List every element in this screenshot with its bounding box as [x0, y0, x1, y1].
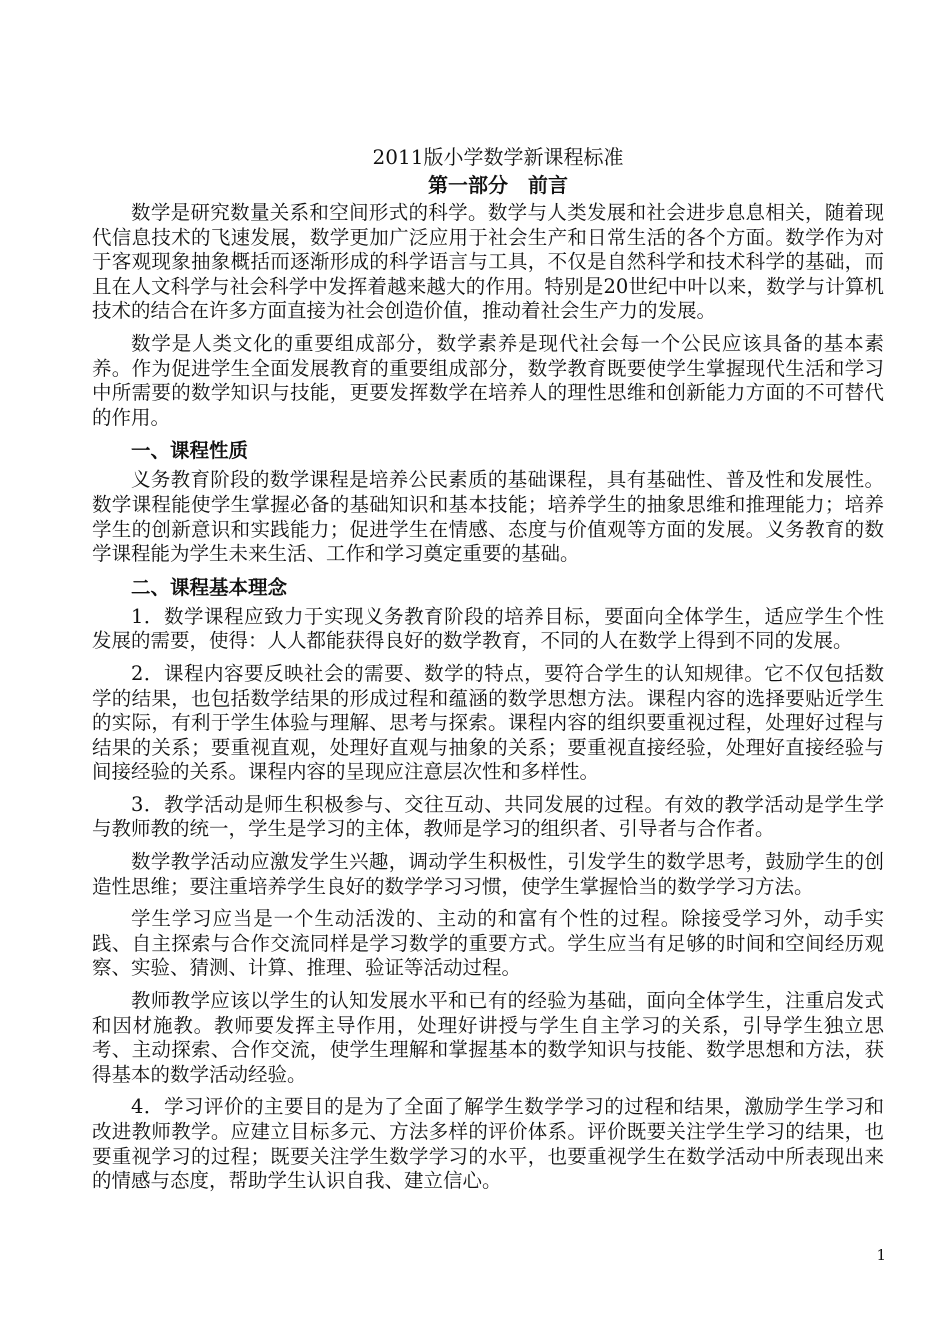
concept-paragraph-5: 学生学习应当是一个生动活泼的、主动的和富有个性的过程。除接受学习外，动手实践、自主探索与合作交流同样是学习数学的重要方式。学生应当有足够的时间和空间经历观察、实验、猜测、计算、推理、验证等活动过程。 [92, 907, 884, 980]
concept-paragraph-3: 3．教学活动是师生积极参与、交往互动、共同发展的过程。有效的教学活动是学生学与教师教的统一，学生是学习的主体，教师是学习的组织者、引导者与合作者。 [92, 792, 884, 841]
part-title: 第一部分 前言 [428, 173, 568, 197]
section-heading-course-nature: 一、课程性质 [131, 439, 249, 463]
section-heading-basic-concepts: 二、课程基本理念 [131, 575, 288, 599]
concept-paragraph-4: 数学教学活动应激发学生兴趣，调动学生积极性，引发学生的数学思考，鼓励学生的创造性思维；要注重培养学生良好的数学学习习惯，使学生掌握恰当的数学学习方法。 [92, 850, 884, 898]
concept-paragraph-6: 教师教学应该以学生的认知发展水平和已有的经验为基础，面向全体学生，注重启发式和因材施教。教师要发挥主导作用，处理好讲授与学生自主学习的关系，引导学生独立思考、主动探索、合作交流，使学生理解和掌握基本的数学知识与技能、数学思想和方法，获得基本的数学活动经验。 [92, 989, 884, 1086]
concept-paragraph-2: 2．课程内容要反映社会的需要、数学的特点，要符合学生的认知规律。它不仅包括数学的结果，也包括数学结果的形成过程和蕴涵的数学思想方法。课程内容的选择要贴近学生的实际，有利于学生体验与理解、思考与探索。课程内容的组织要重视过程，处理好过程与结果的关系；要重视直观，处理好直观与抽象的关系；要重视直接经验，处理好直接经验与间接经验的关系。课程内容的呈现应注意层次性和多样性。 [92, 661, 884, 784]
concept-paragraph-1: 1．数学课程应致力于实现义务教育阶段的培养目标，要面向全体学生，适应学生个性发展的需要，使得：人人都能获得良好的数学教育，不同的人在数学上得到不同的发展。 [92, 604, 884, 653]
concept-paragraph-7: 4．学习评价的主要目的是为了全面了解学生数学学习的过程和结果，激励学生学习和改进教师教学。应建立目标多元、方法多样的评价体系。评价既要关注学生学习的结果，也要重视学习的过程；既要关注学生数学学习的水平，也要重视学生在数学活动中所表现出来的情感与态度，帮助学生认识自我、建立信心。 [92, 1095, 884, 1193]
intro-paragraph-2: 数学是人类文化的重要组成部分，数学素养是现代社会每一个公民应该具备的基本素养。作为促进学生全面发展教育的重要组成部分，数学教育既要使学生掌握现代生活和学习中所需要的数学知识与技能，更要发挥数学在培养人的理性思维和创新能力方面的不可替代的作用。 [92, 331, 884, 429]
course-nature-paragraph: 义务教育阶段的数学课程是培养公民素质的基础课程，具有基础性、普及性和发展性。数学课程能使学生掌握必备的基础知识和基本技能；培养学生的抽象思维和推理能力；培养学生的创新意识和实践能力；促进学生在情感、态度与价值观等方面的发展。义务教育的数学课程能为学生未来生活、工作和学习奠定重要的基础。 [92, 468, 884, 566]
document-page [92, 143, 884, 1202]
page-number: 1 [876, 1246, 886, 1264]
document-title: 2011版小学数学新课程标准 [372, 145, 624, 169]
intro-paragraph-1: 数学是研究数量关系和空间形式的科学。数学与人类发展和社会进步息息相关，随着现代信息技术的飞速发展，数学更加广泛应用于社会生产和日常生活的各个方面。数学作为对于客观现象抽象概括而逐渐形成的科学语言与工具，不仅是自然科学和技术科学的基础，而且在人文科学与社会科学中发挥着越来越大的作用。特别是20世纪中叶以来，数学与计算机技术的结合在许多方面直接为社会创造价值，推动着社会生产力的发展。 [92, 201, 884, 323]
